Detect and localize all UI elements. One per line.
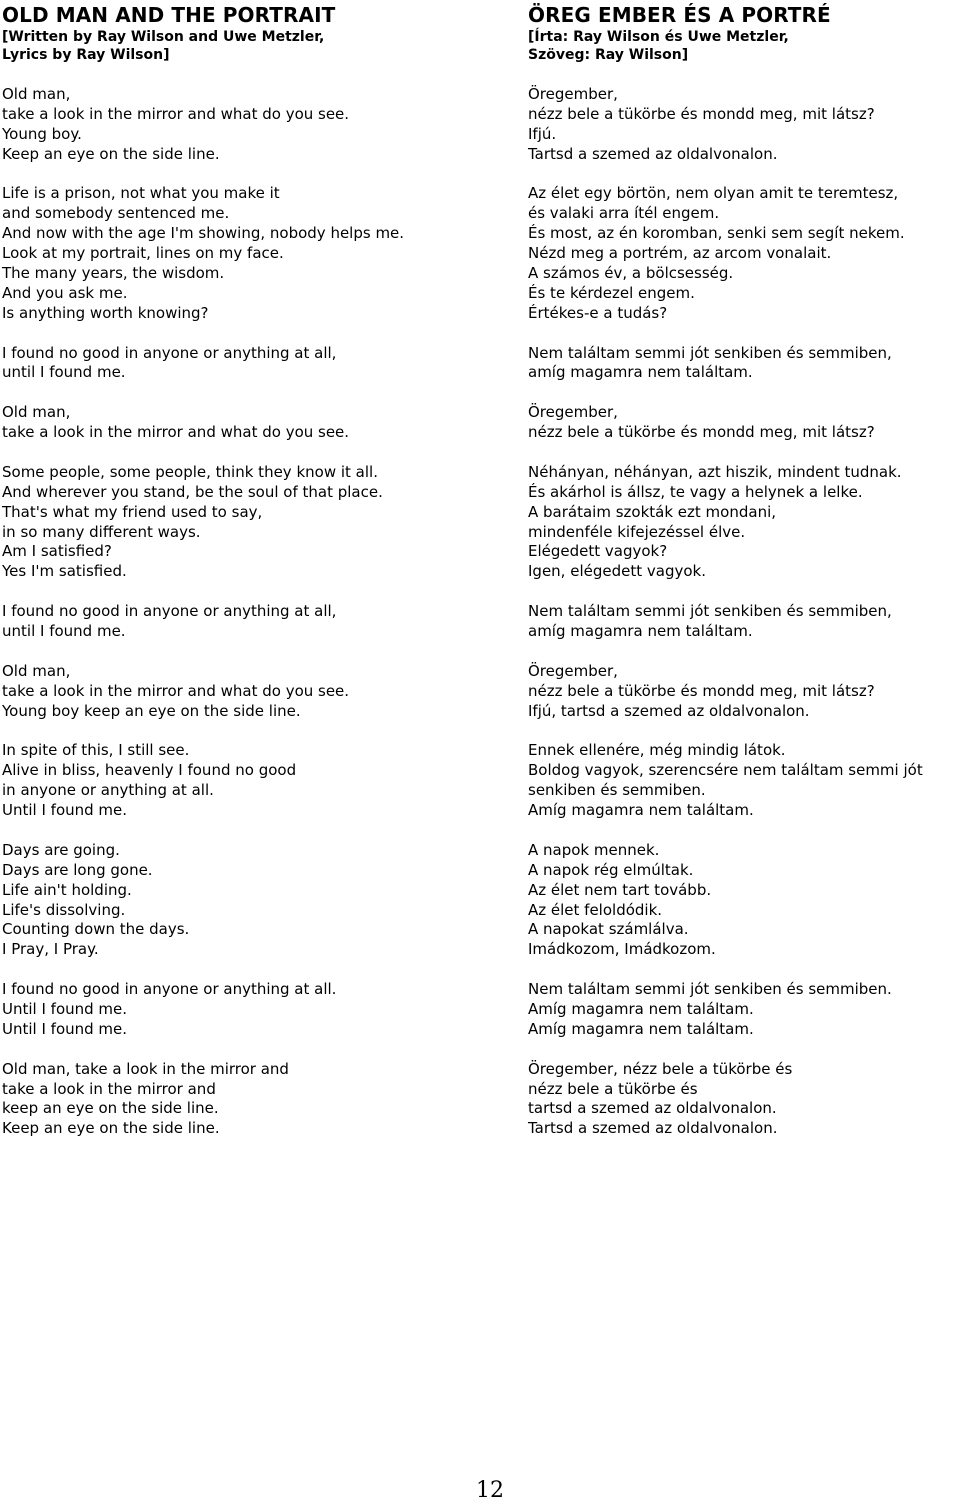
english-lyric-line: And you ask me.: [2, 283, 128, 302]
english-stanza: [2, 184, 517, 323]
english-lyric-line: I Pray, I Pray.: [2, 940, 99, 959]
hungarian-credit-line: Szöveg: Ray Wilson]: [528, 47, 689, 63]
english-stanza: [2, 662, 517, 722]
hungarian-stanza: [528, 841, 958, 960]
hungarian-lyric-line: És akárhol is állsz, te vagy a helynek a lelke.: [528, 482, 863, 501]
english-lyric-line: In spite of this, I still see.: [2, 741, 190, 760]
hungarian-stanza: [528, 602, 958, 642]
english-lyric-line: until I found me.: [2, 622, 126, 641]
hungarian-lyric-line: Nem találtam semmi jót senkiben és semmiben,: [528, 343, 892, 362]
hungarian-stanza: [528, 85, 958, 165]
hungarian-stanza: [528, 662, 958, 722]
english-stanza: [2, 344, 517, 384]
english-stanza: [2, 980, 517, 1040]
hungarian-stanza: [528, 403, 958, 443]
hungarian-lyric-line: És te kérdezel engem.: [528, 283, 695, 302]
english-column: [2, 2, 517, 1159]
english-lyric-line: Until I found me.: [2, 999, 128, 1018]
hungarian-lyric-line: Öregember,: [528, 85, 618, 103]
hungarian-lyric-line: Amíg magamra nem találtam.: [528, 999, 754, 1018]
english-lyric-line: in anyone or anything at all.: [2, 781, 214, 800]
hungarian-lyric-line: Elégedett vagyok?: [528, 542, 668, 561]
english-lyric-line: in so many different ways.: [2, 522, 201, 541]
hungarian-lyric-line: Boldog vagyok, szerencsére nem találtam semmi jót: [528, 761, 923, 780]
english-lyric-line: The many years, the wisdom.: [2, 264, 225, 283]
english-lyric-line: keep an eye on the side line.: [2, 1099, 219, 1118]
english-lyric-line: take a look in the mirror and what do you see.: [2, 423, 350, 442]
hungarian-lyric-line: és valaki arra ítél engem.: [528, 204, 720, 223]
english-lyric-line: Life ain't holding.: [2, 880, 132, 899]
hungarian-lyric-line: amíg magamra nem találtam.: [528, 622, 753, 641]
hungarian-lyric-line: Néhányan, néhányan, azt hiszik, mindent tudnak.: [528, 462, 902, 481]
english-stanza: [2, 1060, 517, 1140]
hungarian-lyric-line: nézz bele a tükörbe és mondd meg, mit látsz?: [528, 104, 875, 123]
hungarian-lyric-line: Nézd meg a portrém, az arcom vonalait.: [528, 244, 832, 263]
english-lyric-line: Old man,: [2, 85, 71, 103]
english-lyric-line: take a look in the mirror and what do you see.: [2, 681, 350, 700]
hungarian-lyric-line: A számos év, a bölcsesség.: [528, 264, 734, 283]
hungarian-lyric-line: mindenféle kifejezéssel élve.: [528, 522, 746, 541]
hungarian-lyric-line: Az élet nem tart tovább.: [528, 880, 712, 899]
english-lyric-line: Alive in bliss, heavenly I found no good: [2, 761, 297, 780]
hungarian-lyric-line: Az élet feloldódik.: [528, 900, 663, 919]
english-credit-line: Lyrics by Ray Wilson]: [2, 47, 170, 63]
english-lyric-line: Keep an eye on the side line.: [2, 1119, 220, 1138]
hungarian-lyric-line: A napokat számlálva.: [528, 920, 689, 939]
english-lyric-line: Is anything worth knowing?: [2, 303, 209, 322]
english-lyric-line: Am I satisfied?: [2, 542, 112, 561]
english-stanza: [2, 85, 517, 165]
hungarian-lyric-line: amíg magamra nem találtam.: [528, 363, 753, 382]
hungarian-lyric-line: Öregember,: [528, 403, 618, 422]
english-lyric-line: Old man, take a look in the mirror and: [2, 1059, 289, 1078]
english-lyric-line: I found no good in anyone or anything at all,: [2, 602, 337, 621]
hungarian-stanza: [528, 1060, 958, 1140]
english-stanza: [2, 841, 517, 960]
english-lyric-line: Until I found me.: [2, 801, 128, 820]
hungarian-lyric-line: nézz bele a tükörbe és: [528, 1079, 698, 1098]
english-lyric-line: And now with the age I'm showing, nobody helps me.: [2, 224, 405, 243]
hungarian-lyric-line: Nem találtam semmi jót senkiben és semmiben.: [528, 980, 892, 999]
hungarian-lyric-line: És most, az én koromban, senki sem segít nekem.: [528, 224, 905, 243]
english-lyric-line: Look at my portrait, lines on my face.: [2, 244, 284, 263]
english-lyric-line: And wherever you stand, be the soul of that place.: [2, 482, 383, 501]
hungarian-stanza: [528, 463, 958, 582]
english-lyric-line: Until I found me.: [2, 1019, 128, 1038]
english-lyric-line: I found no good in anyone or anything at all.: [2, 980, 337, 999]
hungarian-lyric-line: A napok mennek.: [528, 840, 660, 859]
english-credit-line: [Written by Ray Wilson and Uwe Metzler,: [2, 29, 325, 45]
english-lyric-line: Days are long gone.: [2, 860, 153, 879]
hungarian-lyric-line: Öregember,: [528, 661, 618, 680]
english-lyric-line: Old man,: [2, 661, 71, 680]
hungarian-lyric-line: nézz bele a tükörbe és mondd meg, mit látsz?: [528, 423, 875, 442]
english-lyric-line: Counting down the days.: [2, 920, 190, 939]
hungarian-stanza: [528, 741, 958, 821]
english-stanza: [2, 403, 517, 443]
english-stanza: [2, 741, 517, 821]
hungarian-lyric-line: nézz bele a tükörbe és mondd meg, mit látsz?: [528, 681, 875, 700]
hungarian-lyric-line: Amíg magamra nem találtam.: [528, 1019, 754, 1038]
english-lyric-line: Keep an eye on the side line.: [2, 144, 220, 163]
page-number: 12: [476, 1478, 504, 1503]
hungarian-stanza: [528, 344, 958, 384]
hungarian-lyric-line: Imádkozom, Imádkozom.: [528, 940, 716, 959]
english-lyric-line: Life's dissolving.: [2, 900, 126, 919]
hungarian-credit-line: [Írta: Ray Wilson és Uwe Metzler,: [528, 29, 789, 45]
english-lyric-line: Young boy.: [2, 124, 82, 143]
hungarian-lyric-line: A napok rég elmúltak.: [528, 860, 694, 879]
hungarian-lyric-line: senkiben és semmiben.: [528, 781, 706, 800]
hungarian-stanza: [528, 184, 958, 323]
hungarian-lyric-line: Az élet egy börtön, nem olyan amit te teremtesz,: [528, 184, 899, 203]
english-lyric-line: until I found me.: [2, 363, 126, 382]
hungarian-title: ÖREG EMBER ÉS A PORTRÉ: [528, 3, 831, 27]
hungarian-lyric-line: Értékes-e a tudás?: [528, 303, 668, 322]
hungarian-lyric-line: Öregember, nézz bele a tükörbe és: [528, 1059, 793, 1078]
english-lyric-line: take a look in the mirror and: [2, 1079, 216, 1098]
english-lyric-line: take a look in the mirror and what do you see.: [2, 104, 350, 123]
hungarian-lyric-line: Ennek ellenére, még mindig látok.: [528, 741, 786, 760]
hungarian-lyric-line: A barátaim szokták ezt mondani,: [528, 502, 777, 521]
english-lyric-line: Some people, some people, think they know it all.: [2, 462, 378, 481]
hungarian-lyric-line: Tartsd a szemed az oldalvonalon.: [528, 144, 778, 163]
hungarian-lyric-line: Tartsd a szemed az oldalvonalon.: [528, 1119, 778, 1138]
hungarian-stanza: [528, 980, 958, 1040]
english-stanza: [2, 463, 517, 582]
english-lyric-line: Young boy keep an eye on the side line.: [2, 701, 301, 720]
english-stanza: [2, 602, 517, 642]
english-lyric-line: Days are going.: [2, 840, 120, 859]
english-lyric-line: Yes I'm satisfied.: [2, 562, 127, 581]
english-lyric-line: and somebody sentenced me.: [2, 204, 230, 223]
hungarian-lyric-line: Ifjú.: [528, 124, 557, 143]
hungarian-lyric-line: Ifjú, tartsd a szemed az oldalvonalon.: [528, 701, 810, 720]
english-title: OLD MAN AND THE PORTRAIT: [2, 3, 336, 27]
english-lyrics: [2, 85, 517, 1139]
english-lyric-line: Old man,: [2, 403, 71, 422]
hungarian-lyrics: [528, 85, 958, 1139]
english-lyric-line: That's what my friend used to say,: [2, 502, 263, 521]
hungarian-lyric-line: Amíg magamra nem találtam.: [528, 801, 754, 820]
hungarian-lyric-line: Nem találtam semmi jót senkiben és semmiben,: [528, 602, 892, 621]
english-credits: [2, 28, 517, 64]
english-lyric-line: I found no good in anyone or anything at all,: [2, 343, 337, 362]
hungarian-lyric-line: tartsd a szemed az oldalvonalon.: [528, 1099, 777, 1118]
english-lyric-line: Life is a prison, not what you make it: [2, 184, 280, 203]
hungarian-column: [528, 2, 958, 1159]
hungarian-lyric-line: Igen, elégedett vagyok.: [528, 562, 706, 581]
hungarian-credits: [528, 28, 958, 64]
